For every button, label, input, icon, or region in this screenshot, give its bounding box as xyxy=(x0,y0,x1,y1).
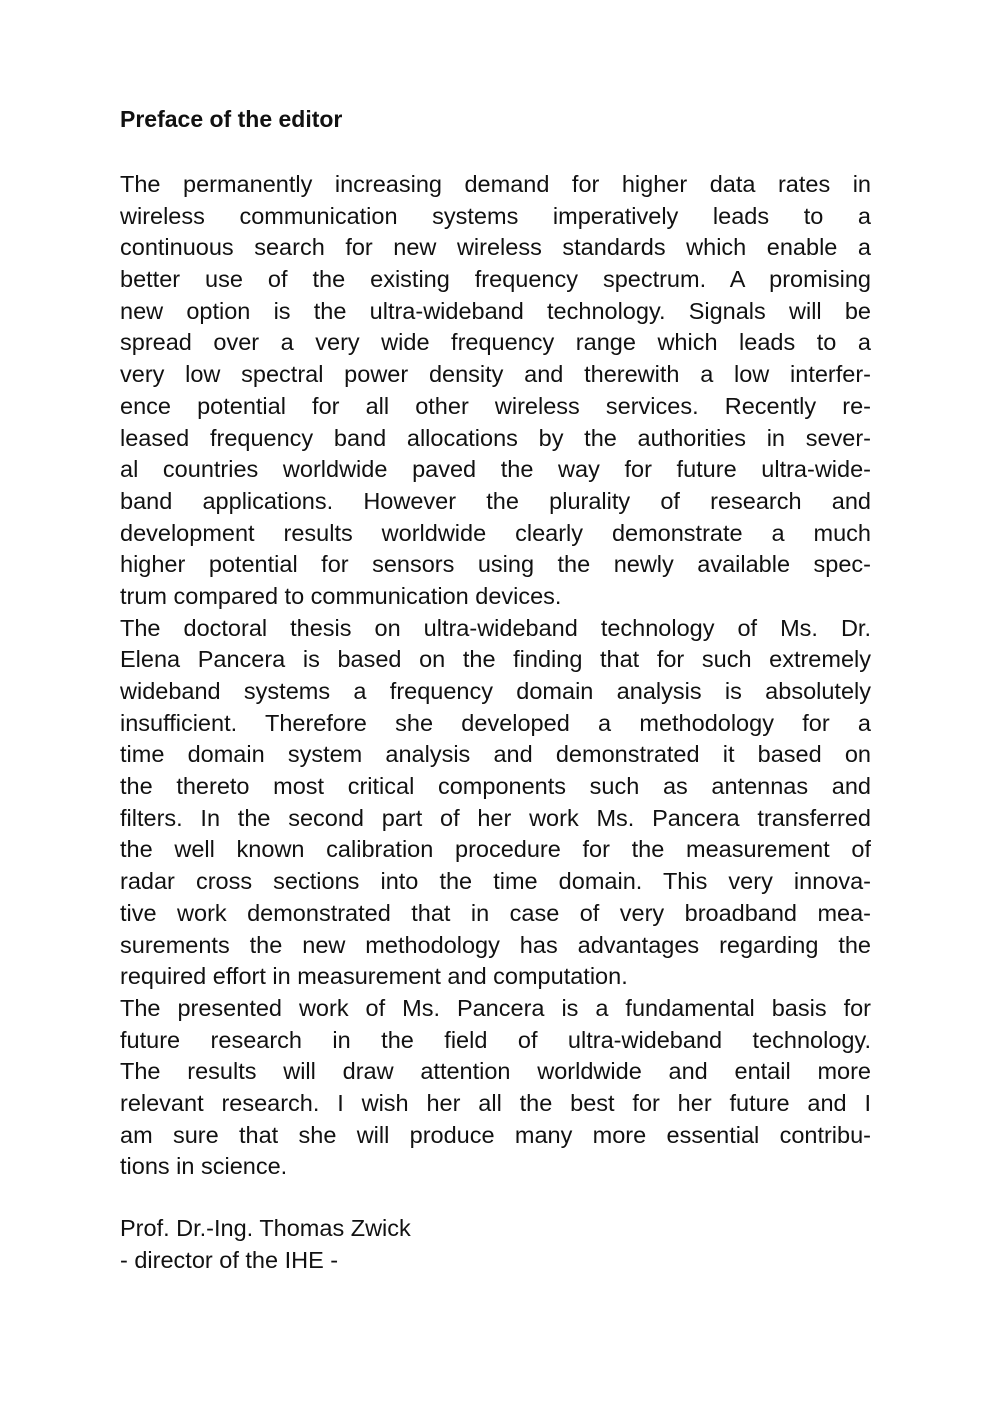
paragraph-3 xyxy=(120,993,871,1183)
text-line: am sure that she will produce many more essential contribu- xyxy=(120,1121,871,1148)
text-line: insufficient. Therefore she developed a methodology for a xyxy=(120,709,871,736)
text-line: The doctoral thesis on ultra-wideband technology of Ms. Dr. xyxy=(120,614,871,641)
text-line: the well known calibration procedure for the measurement of xyxy=(120,836,871,863)
text-line: The presented work of Ms. Pancera is a fundamental basis for xyxy=(120,994,871,1021)
text-line: Elena Pancera is based on the finding that for such extremely xyxy=(120,646,871,673)
text-line: better use of the existing frequency spectrum. A promising xyxy=(120,266,871,293)
text-line: time domain system analysis and demonstrated it based on xyxy=(120,741,871,768)
text-line: the thereto most critical components such as antennas and xyxy=(120,773,871,800)
text-line: filters. In the second part of her work Ms. Pancera transferred xyxy=(120,804,871,831)
text-line: trum compared to communication devices. xyxy=(120,582,562,609)
text-line: The permanently increasing demand for higher data rates in xyxy=(120,171,871,197)
signature-block xyxy=(120,1213,871,1276)
signature-name: Prof. Dr.-Ing. Thomas Zwick xyxy=(120,1215,411,1241)
text-line: tions in science. xyxy=(120,1153,288,1180)
text-line: development results worldwide clearly demonstrate a much xyxy=(120,519,871,546)
text-line: very low spectral power density and therewith a low interfer- xyxy=(120,361,871,388)
text-line: continuous search for new wireless standards which enable a xyxy=(120,234,871,261)
text-line: spread over a very wide frequency range which leads to a xyxy=(120,329,871,356)
text-line: higher potential for sensors using the newly available spec- xyxy=(120,551,871,578)
paragraph-1 xyxy=(120,169,871,613)
text-line: al countries worldwide paved the way for future ultra-wide- xyxy=(120,456,871,483)
text-line: The results will draw attention worldwide and entail more xyxy=(120,1058,871,1085)
text-line: future research in the field of ultra-wideband technology. xyxy=(120,1026,871,1053)
text-line: band applications. However the plurality of research and xyxy=(120,487,871,514)
text-line: new option is the ultra-wideband technology. Signals will be xyxy=(120,297,871,324)
paragraph-2 xyxy=(120,613,871,993)
signature-role: - director of the IHE - xyxy=(120,1246,339,1273)
text-line: wireless communication systems imperatively leads to a xyxy=(120,202,871,229)
text-line: wideband systems a frequency domain analysis is absolutely xyxy=(120,678,871,704)
text-line: required effort in measurement and computation. xyxy=(120,963,628,990)
text-line: tive work demonstrated that in case of very broadband mea- xyxy=(120,899,871,926)
text-line: leased frequency band allocations by the authorities in sever- xyxy=(120,424,871,451)
preface-body xyxy=(120,169,871,1183)
text-line: surements the new methodology has advantages regarding the xyxy=(120,931,871,958)
text-line: ence potential for all other wireless services. Recently re- xyxy=(120,392,871,419)
text-line: relevant research. I wish her all the best for her future and I xyxy=(120,1089,871,1116)
page-title: Preface of the editor xyxy=(120,106,343,132)
text-line: radar cross sections into the time domain. This very innova- xyxy=(120,868,871,895)
